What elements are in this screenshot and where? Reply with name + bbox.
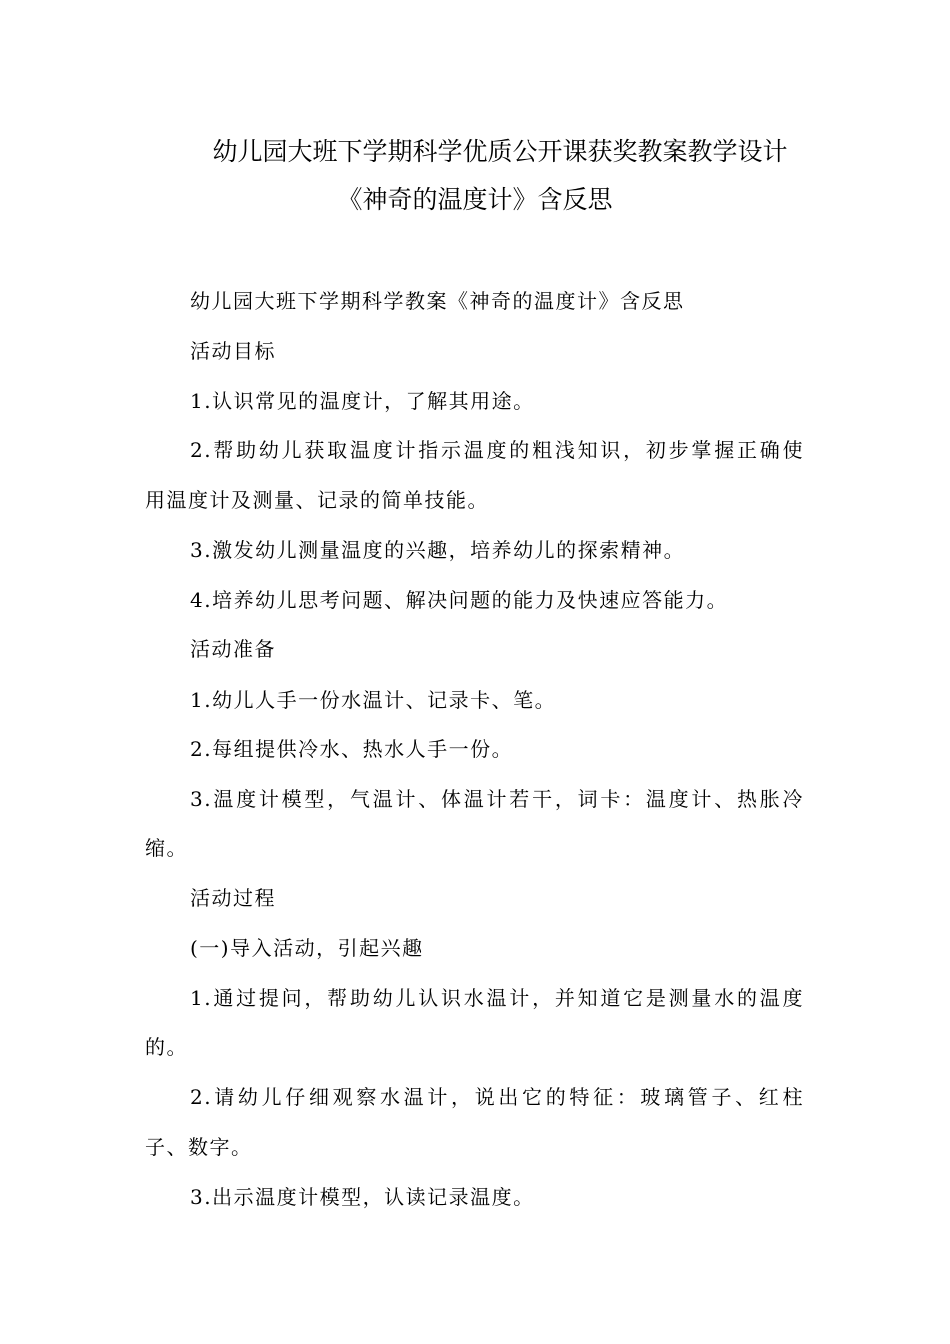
goal-item-2-line-2: 用温度计及测量、记录的简单技能。	[145, 488, 489, 512]
process-step-1-line-1: 1.通过提问，帮助幼儿认识水温计，并知道它是测量水的温度	[190, 986, 804, 1010]
process-subheading-1: (一)导入活动，引起兴趣	[190, 936, 424, 960]
goal-item-4: 4.培养幼儿思考问题、解决问题的能力及快速应答能力。	[190, 588, 729, 612]
document-title-line-2: 《神奇的温度计》含反思	[337, 185, 613, 214]
goal-item-1: 1.认识常见的温度计，了解其用途。	[190, 389, 535, 413]
prep-item-3-line-2: 缩。	[145, 836, 188, 860]
section-heading-goals: 活动目标	[190, 339, 276, 363]
prep-item-2: 2.每组提供冷水、热水人手一份。	[190, 737, 514, 761]
process-step-2-line-2: 子、数字。	[145, 1135, 253, 1159]
process-step-2-line-1: 2.请幼儿仔细观察水温计，说出它的特征：玻璃管子、红柱	[190, 1085, 804, 1109]
section-heading-process: 活动过程	[190, 886, 276, 910]
prep-item-1: 1.幼儿人手一份水温计、记录卡、笔。	[190, 688, 557, 712]
intro-paragraph: 幼儿园大班下学期科学教案《神奇的温度计》含反思	[190, 289, 685, 313]
prep-item-3-line-1: 3.温度计模型，气温计、体温计若干，词卡：温度计、热胀冷	[190, 787, 804, 811]
section-heading-preparation: 活动准备	[190, 637, 276, 661]
document-title-line-1: 幼儿园大班下学期科学优质公开课获奖教案教学设计	[212, 137, 788, 166]
process-step-3: 3.出示温度计模型，认读记录温度。	[190, 1185, 535, 1209]
goal-item-2-line-1: 2.帮助幼儿获取温度计指示温度的粗浅知识，初步掌握正确使	[190, 438, 804, 462]
goal-item-3: 3.激发幼儿测量温度的兴趣，培养幼儿的探索精神。	[190, 538, 686, 562]
process-step-1-line-2: 的。	[145, 1035, 188, 1059]
